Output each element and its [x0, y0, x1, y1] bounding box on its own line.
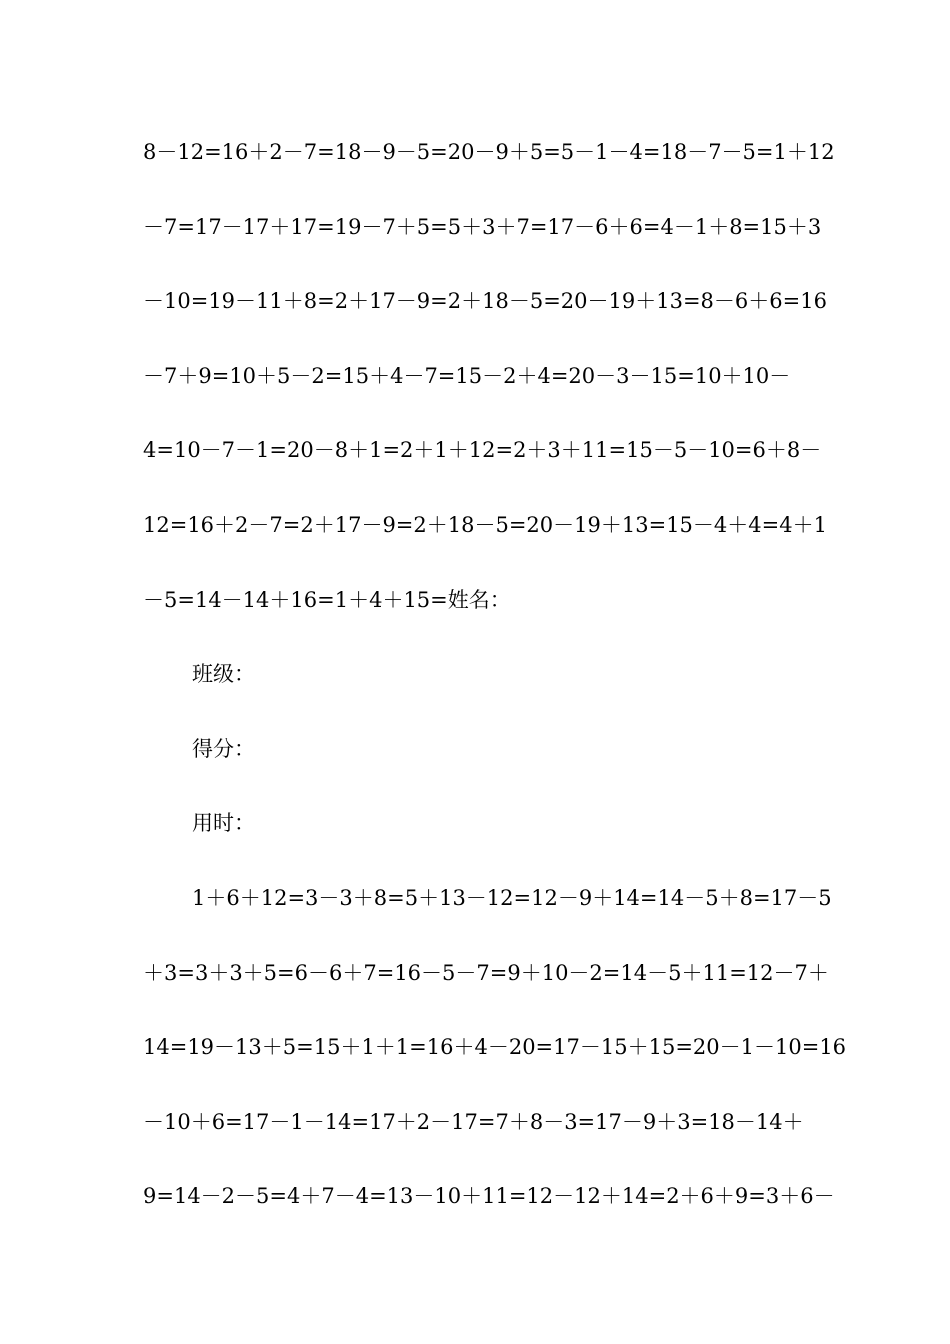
score-label: 得分：	[192, 736, 255, 761]
equation-line-6: 12=16＋2－7=2＋17－9=2＋18－5=20－19＋13=15－4＋4=4＋1	[143, 512, 827, 537]
equation-line-13: 14=19－13＋5=15＋1＋1=16＋4－20=17－15＋15=20－1－10=16	[143, 1035, 847, 1060]
equation-line-2: －7=17－17＋17=19－7＋5=5＋3＋7=17－6＋6=4－1＋8=15＋3	[143, 214, 822, 239]
equation-line-3: －10=19－11＋8=2＋17－9=2＋18－5=20－19＋13=8－6＋6=16	[143, 289, 827, 314]
equation-line-11: 1＋6＋12=3－3＋8=5＋13－12=12－9＋14=14－5＋8=17－5	[192, 885, 832, 910]
equation-line-14: －10＋6=17－1－14=17＋2－17=7＋8－3=17－9＋3=18－14＋	[143, 1109, 804, 1134]
equation-line-7-name-label: －5=14－14＋16=1＋4＋15=姓名：	[143, 587, 511, 612]
equation-line-12: ＋3=3＋3＋5=6－6＋7=16－5－7=9＋10－2=14－5＋11=12－7＋	[143, 960, 829, 985]
worksheet-body	[143, 132, 847, 1251]
equation-line-15: 9=14－2－5=4＋7－4=13－10＋11=12－12＋14=2＋6＋9=3＋6－	[143, 1184, 835, 1209]
time-label: 用时：	[192, 811, 255, 836]
class-label: 班级：	[192, 662, 255, 687]
equation-line-5: 4=10－7－1=20－8＋1=2＋1＋12=2＋3＋11=15－5－10=6＋8－	[143, 438, 822, 463]
equation-line-1: 8－12=16＋2－7=18－9－5=20－9＋5=5－1－4=18－7－5=1＋12	[143, 140, 835, 164]
equation-line-4: －7＋9=10＋5－2=15＋4－7=15－2＋4=20－3－15=10＋10－	[143, 363, 791, 388]
